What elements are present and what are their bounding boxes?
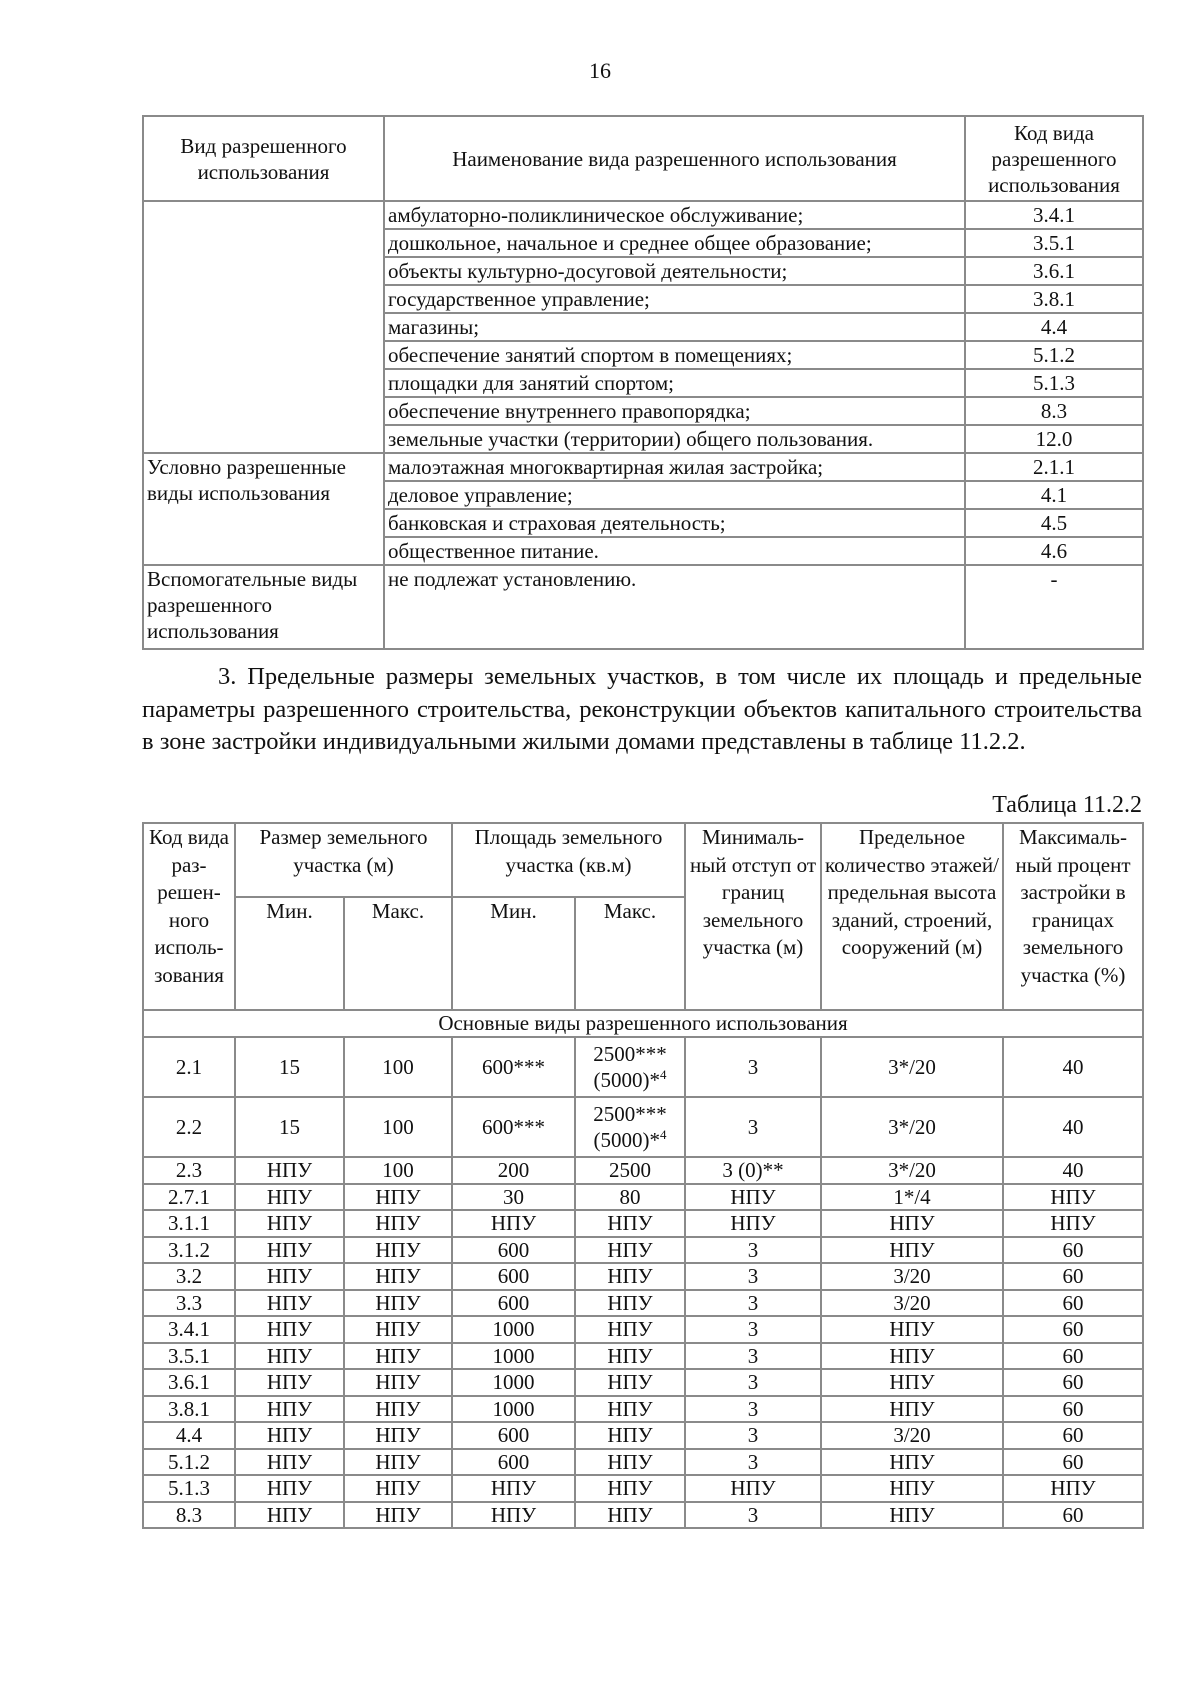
cell-area-max: 2500 bbox=[575, 1157, 685, 1184]
cell-setback: НПУ bbox=[685, 1210, 821, 1237]
cell-size-max: НПУ bbox=[344, 1396, 452, 1423]
cell-size-max: НПУ bbox=[344, 1422, 452, 1449]
cell-code: 3.4.1 bbox=[143, 1316, 235, 1343]
cell-setback: 3 bbox=[685, 1369, 821, 1396]
use-name-cell: амбулаторно-поликлиническое обслуживание; bbox=[384, 201, 965, 229]
cell-setback: 3 bbox=[685, 1037, 821, 1097]
cell-area-min: 600 bbox=[452, 1422, 575, 1449]
header-area-max: Макс. bbox=[575, 897, 685, 1010]
cell-floors: НПУ bbox=[821, 1396, 1003, 1423]
cell-size-min: 15 bbox=[235, 1097, 344, 1157]
table-row bbox=[143, 1396, 1143, 1423]
cell-setback: 3 bbox=[685, 1422, 821, 1449]
cell-area-max: НПУ bbox=[575, 1316, 685, 1343]
cell-area-min: 600*** bbox=[452, 1097, 575, 1157]
table-row bbox=[143, 1502, 1143, 1529]
cell-percent: НПУ bbox=[1003, 1184, 1143, 1211]
cell-size-max: НПУ bbox=[344, 1184, 452, 1211]
use-code-cell: 4.5 bbox=[965, 509, 1143, 537]
use-code-cell: 4.4 bbox=[965, 313, 1143, 341]
cell-code: 2.1 bbox=[143, 1037, 235, 1097]
cell-percent: НПУ bbox=[1003, 1475, 1143, 1502]
cell-area-max: НПУ bbox=[575, 1502, 685, 1529]
header-size-min: Мин. bbox=[235, 897, 344, 1010]
cell-size-max: НПУ bbox=[344, 1237, 452, 1264]
header-area: Площадь земельного участка (кв.м) bbox=[452, 823, 685, 897]
cell-area-max bbox=[575, 1097, 685, 1157]
use-name-cell: обеспечение занятий спортом в помещениях; bbox=[384, 341, 965, 369]
table-row bbox=[143, 1475, 1143, 1502]
cell-setback: 3 bbox=[685, 1237, 821, 1264]
cell-setback: 3 bbox=[685, 1449, 821, 1476]
cell-size-min: НПУ bbox=[235, 1422, 344, 1449]
section-label: Основные виды разрешенного использования bbox=[143, 1010, 1143, 1037]
cell-area-min: 600 bbox=[452, 1263, 575, 1290]
cell-area-max: 80 bbox=[575, 1184, 685, 1211]
table-row bbox=[143, 201, 1143, 229]
table-row bbox=[143, 1184, 1143, 1211]
cell-size-max: 100 bbox=[344, 1157, 452, 1184]
table-row bbox=[143, 1422, 1143, 1449]
cell-size-max: НПУ bbox=[344, 1210, 452, 1237]
cell-area-min: НПУ bbox=[452, 1210, 575, 1237]
cell-percent: 60 bbox=[1003, 1263, 1143, 1290]
cell-code: 2.2 bbox=[143, 1097, 235, 1157]
use-code-cell: 4.1 bbox=[965, 481, 1143, 509]
cell-size-min: НПУ bbox=[235, 1449, 344, 1476]
use-name-cell: объекты культурно-досуговой деятельности; bbox=[384, 257, 965, 285]
header-setback: Минималь-ный отступ от границ земельного участка (м) bbox=[685, 823, 821, 1010]
use-name-cell: банковская и страховая деятельность; bbox=[384, 509, 965, 537]
table-row bbox=[143, 1237, 1143, 1264]
cell-code: 5.1.2 bbox=[143, 1449, 235, 1476]
cell-area-min: 1000 bbox=[452, 1396, 575, 1423]
area-max-value: 2500*** bbox=[593, 1042, 667, 1066]
cell-size-min: НПУ bbox=[235, 1263, 344, 1290]
table-row bbox=[143, 453, 1143, 481]
cell-size-min: НПУ bbox=[235, 1184, 344, 1211]
header-size-max: Макс. bbox=[344, 897, 452, 1010]
cell-percent: 60 bbox=[1003, 1396, 1143, 1423]
cell-floors: 1*/4 bbox=[821, 1184, 1003, 1211]
cell-size-max: НПУ bbox=[344, 1263, 452, 1290]
cell-size-max: НПУ bbox=[344, 1475, 452, 1502]
cell-code: 5.1.3 bbox=[143, 1475, 235, 1502]
cell-floors: 3/20 bbox=[821, 1263, 1003, 1290]
table-header-row bbox=[143, 116, 1143, 201]
header-area-min: Мин. bbox=[452, 897, 575, 1010]
cell-area-max: НПУ bbox=[575, 1475, 685, 1502]
use-category-cell bbox=[143, 201, 384, 453]
cell-setback: 3 bbox=[685, 1396, 821, 1423]
cell-setback: 3 bbox=[685, 1263, 821, 1290]
cell-size-min: НПУ bbox=[235, 1290, 344, 1317]
cell-area-min: 600 bbox=[452, 1290, 575, 1317]
table-row bbox=[143, 1097, 1143, 1157]
cell-setback: 3 bbox=[685, 1502, 821, 1529]
use-code-cell: 3.6.1 bbox=[965, 257, 1143, 285]
cell-code: 3.2 bbox=[143, 1263, 235, 1290]
cell-percent: 40 bbox=[1003, 1037, 1143, 1097]
area-max-alt-value: (5000)* bbox=[593, 1128, 660, 1152]
use-name-cell: дошкольное, начальное и среднее общее образование; bbox=[384, 229, 965, 257]
use-code-cell: 5.1.2 bbox=[965, 341, 1143, 369]
cell-size-min: НПУ bbox=[235, 1210, 344, 1237]
cell-size-max: 100 bbox=[344, 1097, 452, 1157]
table-row bbox=[143, 1343, 1143, 1370]
cell-setback: 3 (0)** bbox=[685, 1157, 821, 1184]
table-row bbox=[143, 1449, 1143, 1476]
area-max-alt-value: (5000)* bbox=[593, 1068, 660, 1092]
cell-floors: 3*/20 bbox=[821, 1097, 1003, 1157]
cell-code: 3.1.2 bbox=[143, 1237, 235, 1264]
cell-area-max bbox=[575, 1037, 685, 1097]
use-name-cell: земельные участки (территории) общего пользования. bbox=[384, 425, 965, 453]
section-paragraph: 3. Предельные размеры земельных участков, в том числе их площадь и предельные параметры разрешенного строительства, реконструкции объектов капитального строительства в зоне застройки индивидуальными жилыми домами представлены в таблице 11.2.2. bbox=[142, 663, 1142, 755]
page-number: 16 bbox=[589, 58, 611, 83]
table-row bbox=[143, 1037, 1143, 1097]
header-code: Код вида раз-решен-ного исполь-зования bbox=[143, 823, 235, 1010]
area-max-value: 2500*** bbox=[593, 1102, 667, 1126]
table-row bbox=[143, 1263, 1143, 1290]
use-name-cell: магазины; bbox=[384, 313, 965, 341]
cell-floors: НПУ bbox=[821, 1475, 1003, 1502]
cell-floors: НПУ bbox=[821, 1449, 1003, 1476]
cell-setback: 3 bbox=[685, 1290, 821, 1317]
cell-percent: НПУ bbox=[1003, 1210, 1143, 1237]
use-code-cell: 3.8.1 bbox=[965, 285, 1143, 313]
use-code-cell: 4.6 bbox=[965, 537, 1143, 565]
cell-size-max: НПУ bbox=[344, 1343, 452, 1370]
cell-floors: 3*/20 bbox=[821, 1157, 1003, 1184]
cell-size-max: 100 bbox=[344, 1037, 452, 1097]
cell-floors: 3/20 bbox=[821, 1422, 1003, 1449]
use-code-cell: 8.3 bbox=[965, 397, 1143, 425]
cell-area-min: 30 bbox=[452, 1184, 575, 1211]
cell-floors: НПУ bbox=[821, 1502, 1003, 1529]
header-cell: Код вида разрешенного использования bbox=[965, 116, 1143, 201]
use-code-cell: 3.4.1 bbox=[965, 201, 1143, 229]
cell-area-max: НПУ bbox=[575, 1343, 685, 1370]
table-row bbox=[143, 565, 1143, 649]
cell-code: 8.3 bbox=[143, 1502, 235, 1529]
cell-percent: 60 bbox=[1003, 1449, 1143, 1476]
use-name-cell: обеспечение внутреннего правопорядка; bbox=[384, 397, 965, 425]
cell-code: 3.8.1 bbox=[143, 1396, 235, 1423]
cell-area-max: НПУ bbox=[575, 1290, 685, 1317]
use-code-cell: 12.0 bbox=[965, 425, 1143, 453]
use-name-cell: малоэтажная многоквартирная жилая застройка; bbox=[384, 453, 965, 481]
use-category-cell: Условно разрешенные виды использования bbox=[143, 453, 384, 565]
cell-floors: 3*/20 bbox=[821, 1037, 1003, 1097]
cell-size-max: НПУ bbox=[344, 1290, 452, 1317]
cell-area-min: НПУ bbox=[452, 1475, 575, 1502]
cell-area-max: НПУ bbox=[575, 1396, 685, 1423]
header-floors: Предельное количество этажей/ предельная высота зданий, строений, сооружений (м) bbox=[821, 823, 1003, 1010]
cell-percent: 60 bbox=[1003, 1369, 1143, 1396]
cell-code: 2.7.1 bbox=[143, 1184, 235, 1211]
cell-setback: НПУ bbox=[685, 1475, 821, 1502]
header-cell: Наименование вида разрешенного использования bbox=[384, 116, 965, 201]
cell-area-max: НПУ bbox=[575, 1237, 685, 1264]
use-code-cell: 3.5.1 bbox=[965, 229, 1143, 257]
cell-percent: 60 bbox=[1003, 1316, 1143, 1343]
table-header-row bbox=[143, 823, 1143, 897]
cell-percent: 60 bbox=[1003, 1343, 1143, 1370]
cell-size-max: НПУ bbox=[344, 1502, 452, 1529]
cell-area-max: НПУ bbox=[575, 1263, 685, 1290]
cell-area-min: 600*** bbox=[452, 1037, 575, 1097]
cell-size-min: НПУ bbox=[235, 1396, 344, 1423]
cell-area-max: НПУ bbox=[575, 1449, 685, 1476]
cell-percent: 60 bbox=[1003, 1422, 1143, 1449]
cell-code: 2.3 bbox=[143, 1157, 235, 1184]
cell-size-min: НПУ bbox=[235, 1502, 344, 1529]
header-percent: Максималь-ный процент застройки в границах земельного участка (%) bbox=[1003, 823, 1143, 1010]
cell-size-min: 15 bbox=[235, 1037, 344, 1097]
use-name-cell: государственное управление; bbox=[384, 285, 965, 313]
cell-setback: 3 bbox=[685, 1343, 821, 1370]
header-cell: Вид разрешенного использования bbox=[143, 116, 384, 201]
cell-size-min: НПУ bbox=[235, 1316, 344, 1343]
cell-floors: НПУ bbox=[821, 1210, 1003, 1237]
use-name-cell: общественное питание. bbox=[384, 537, 965, 565]
cell-setback: 3 bbox=[685, 1316, 821, 1343]
table-row bbox=[143, 1369, 1143, 1396]
table-row bbox=[143, 1210, 1143, 1237]
cell-percent: 40 bbox=[1003, 1097, 1143, 1157]
cell-size-max: НПУ bbox=[344, 1369, 452, 1396]
land-parameters-table bbox=[142, 822, 1144, 1529]
use-name-cell: не подлежат установлению. bbox=[384, 565, 965, 649]
use-name-cell: деловое управление; bbox=[384, 481, 965, 509]
use-code-cell: - bbox=[965, 565, 1143, 649]
cell-area-max: НПУ bbox=[575, 1369, 685, 1396]
cell-size-max: НПУ bbox=[344, 1449, 452, 1476]
cell-code: 3.6.1 bbox=[143, 1369, 235, 1396]
cell-floors: НПУ bbox=[821, 1343, 1003, 1370]
cell-floors: 3/20 bbox=[821, 1290, 1003, 1317]
cell-code: 3.3 bbox=[143, 1290, 235, 1317]
cell-size-min: НПУ bbox=[235, 1157, 344, 1184]
table-caption: Таблица 11.2.2 bbox=[992, 792, 1142, 818]
cell-size-min: НПУ bbox=[235, 1343, 344, 1370]
cell-area-min: 600 bbox=[452, 1237, 575, 1264]
cell-floors: НПУ bbox=[821, 1237, 1003, 1264]
header-size: Размер земельного участка (м) bbox=[235, 823, 452, 897]
cell-area-min: НПУ bbox=[452, 1502, 575, 1529]
cell-size-min: НПУ bbox=[235, 1475, 344, 1502]
cell-code: 3.1.1 bbox=[143, 1210, 235, 1237]
cell-floors: НПУ bbox=[821, 1369, 1003, 1396]
cell-code: 3.5.1 bbox=[143, 1343, 235, 1370]
table-row bbox=[143, 1316, 1143, 1343]
cell-area-min: 600 bbox=[452, 1449, 575, 1476]
cell-code: 4.4 bbox=[143, 1422, 235, 1449]
cell-percent: 60 bbox=[1003, 1237, 1143, 1264]
cell-percent: 60 bbox=[1003, 1290, 1143, 1317]
cell-area-min: 1000 bbox=[452, 1369, 575, 1396]
cell-setback: 3 bbox=[685, 1097, 821, 1157]
footnote-marker: 4 bbox=[660, 1067, 667, 1082]
use-code-cell: 2.1.1 bbox=[965, 453, 1143, 481]
table-row bbox=[143, 1157, 1143, 1184]
cell-area-min: 1000 bbox=[452, 1343, 575, 1370]
cell-size-max: НПУ bbox=[344, 1316, 452, 1343]
cell-area-min: 1000 bbox=[452, 1316, 575, 1343]
use-category-cell: Вспомогательные виды разрешенного использования bbox=[143, 565, 384, 649]
permitted-use-table bbox=[142, 115, 1144, 650]
cell-percent: 40 bbox=[1003, 1157, 1143, 1184]
section-row bbox=[143, 1010, 1143, 1037]
cell-size-min: НПУ bbox=[235, 1369, 344, 1396]
footnote-marker: 4 bbox=[660, 1127, 667, 1142]
use-name-cell: площадки для занятий спортом; bbox=[384, 369, 965, 397]
cell-area-min: 200 bbox=[452, 1157, 575, 1184]
table-row bbox=[143, 1290, 1143, 1317]
cell-percent: 60 bbox=[1003, 1502, 1143, 1529]
cell-setback: НПУ bbox=[685, 1184, 821, 1211]
use-code-cell: 5.1.3 bbox=[965, 369, 1143, 397]
cell-area-max: НПУ bbox=[575, 1422, 685, 1449]
cell-area-max: НПУ bbox=[575, 1210, 685, 1237]
cell-size-min: НПУ bbox=[235, 1237, 344, 1264]
cell-floors: НПУ bbox=[821, 1316, 1003, 1343]
